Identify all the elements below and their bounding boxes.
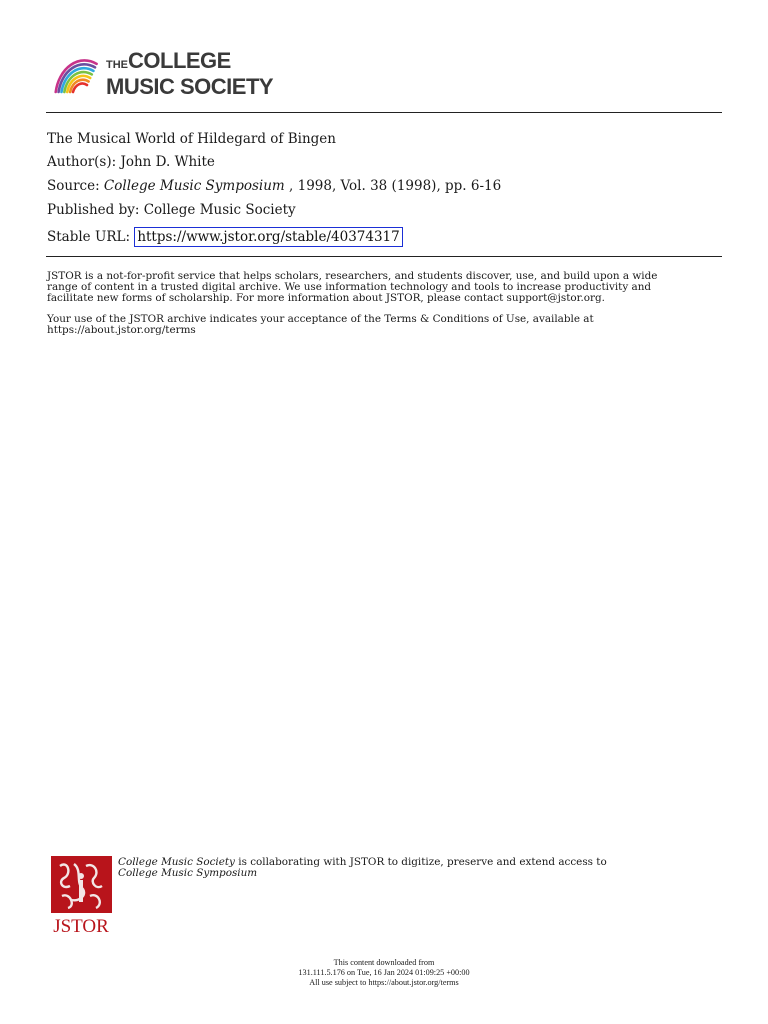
collab-journal: College Music Symposium (118, 867, 258, 879)
stable-url-label: Stable URL: (47, 229, 135, 245)
jstor-logo-text: JSTOR (53, 916, 109, 936)
jstor-logo (50, 856, 114, 936)
source-journal: College Music Symposium (103, 178, 285, 194)
logo-college: COLLEGE (128, 48, 231, 73)
logo-arc-stroke (73, 84, 87, 92)
terms-notice (47, 314, 722, 336)
stable-url-link[interactable]: https://www.jstor.org/stable/40374317 (134, 227, 402, 247)
jstor-emblem-icon (50, 856, 114, 936)
terms-url[interactable]: https://about.jstor.org/terms (47, 324, 196, 336)
footer-line: All use subject to https://about.jstor.org/terms (309, 978, 459, 987)
source-details: , 1998, Vol. 38 (1998), pp. 6-16 (284, 178, 502, 194)
article-publisher: Published by: College Music Society (47, 202, 296, 218)
article-title: The Musical World of Hildegard of Bingen (47, 131, 336, 147)
collab-org: College Music Society (118, 856, 235, 868)
rainbow-arc-icon (52, 48, 108, 98)
collaboration-statement (118, 857, 718, 879)
jstor-notice (47, 271, 722, 304)
top-divider (46, 112, 722, 113)
article-author: Author(s): John D. White (47, 154, 215, 170)
collab-text: is collaborating with JSTOR to digitize, preserve and extend access to (234, 856, 607, 868)
logo-the: THE (106, 59, 128, 71)
terms-line: Your use of the JSTOR archive indicates your acceptance of the Terms & Conditions of Use, available at (47, 313, 594, 325)
footer-line: 131.111.5.176 on Tue, 16 Jan 2024 01:09:25 +00:00 (298, 968, 470, 977)
notice-line: range of content in a trusted digital archive. We use information technology and tools to increase productivity and (47, 281, 652, 293)
logo-wordmark (106, 50, 273, 97)
notice-line: JSTOR is a not-for-profit service that helps scholars, researchers, and students discover, use, and build upon a wide (47, 270, 658, 282)
source-label: Source: (47, 178, 104, 194)
logo-music-society: MUSIC SOCIETY (106, 74, 274, 99)
article-source (47, 178, 501, 194)
college-music-society-logo (52, 48, 282, 98)
stable-url-row (47, 229, 403, 245)
footer-line: This content downloaded from (333, 958, 435, 967)
notice-line: facilitate new forms of scholarship. For more information about JSTOR, please contact support@jstor.org. (47, 292, 605, 304)
middle-divider (46, 256, 722, 257)
download-footer (0, 958, 768, 988)
